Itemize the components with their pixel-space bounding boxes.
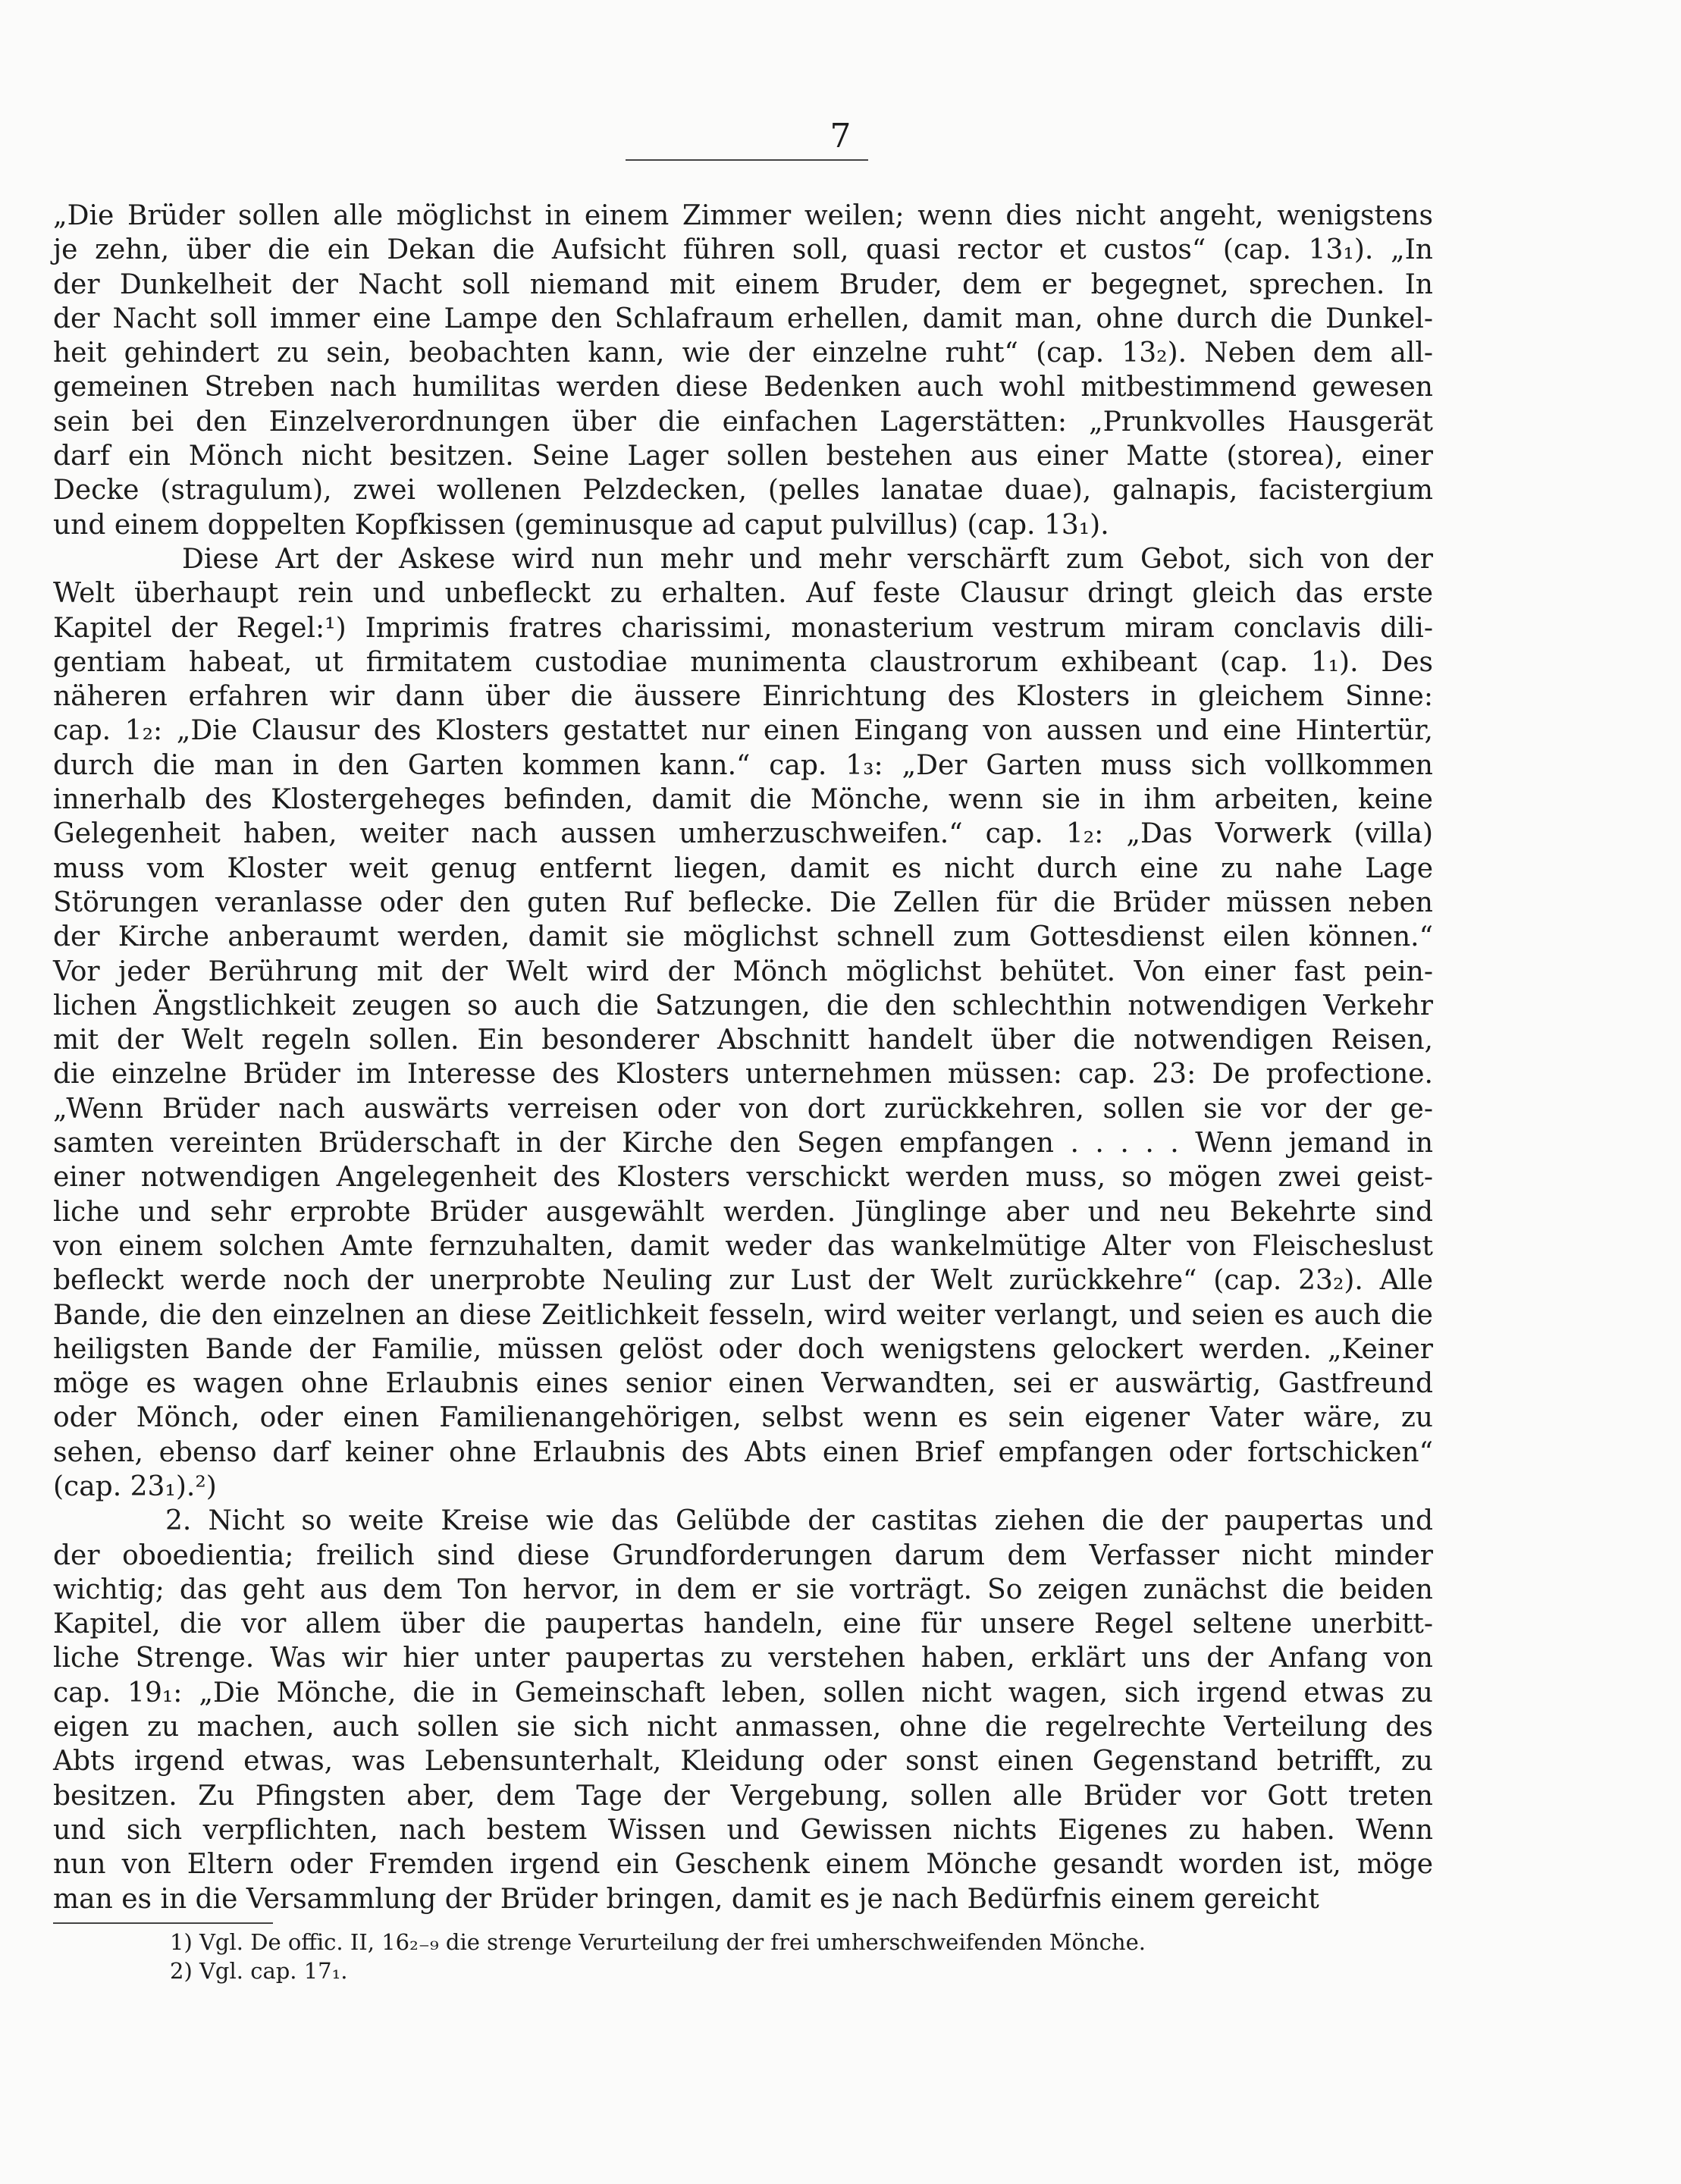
footnote: 2) Vgl. cap. 17₁. [170,1958,348,1984]
text-line: die einzelne Brüder im Interesse des Klosters unternehmen müssen: cap. 23: De profectione. [53,1059,1433,1090]
text-line: Abts irgend etwas, was Lebensunterhalt, Kleidung oder sonst einen Gegenstand betrifft, zu [53,1746,1433,1778]
text-line: (cap. 23₁).²) [53,1470,217,1502]
text-line: sein bei den Einzelverordnungen über die einfachen Lagerstätten: „Prunkvolles Hausgerät [53,406,1433,438]
footnotes [170,1928,1383,1985]
text-line: „Wenn Brüder nach auswärts verreisen oder von dort zurückkehren, sollen sie vor der ge- [53,1093,1433,1125]
text-line: darf ein Mönch nicht besitzen. Seine Lager sollen bestehen aus einer Matte (storea), einer [53,441,1433,472]
text-line: sehen, ebenso darf keiner ohne Erlaubnis des Abts einen Brief empfangen oder fortschicken“ [53,1436,1433,1468]
text-line: Diese Art der Askese wird nun mehr und mehr verschärft zum Gebot, sich von der [182,543,1433,575]
text-line: gemeinen Streben nach humilitas werden diese Bedenken auch wohl mitbestimmend gewesen [53,372,1433,403]
text-line: gentiam habeat, ut firmitatem custodiae munimenta claustrorum exhibeant (cap. 1₁). Des [53,646,1433,678]
text-line: möge es wagen ohne Erlaubnis eines senior einen Verwandten, sei er auswärtig, Gastfreund [53,1368,1433,1400]
text-line: Störungen veranlasse oder den guten Ruf beflecke. Die Zellen für die Brüder müssen neben [53,886,1433,918]
header-rule [626,159,868,161]
text-line: und einem doppelten Kopfkissen (geminusque ad caput pulvillus) (cap. 13₁). [53,509,1109,541]
text-line: Kapitel der Regel:¹) Imprimis fratres charissimi, monasterium vestrum miram conclavis dili- [53,612,1433,644]
footnote: 1) Vgl. De offic. II, 16₂₋₉ die strenge Verurteilung der frei umherschweifenden Mönche. [170,1929,1146,1955]
text-line: Kapitel, die vor allem über die paupertas handeln, eine für unsere Regel seltene unerbitt- [53,1608,1433,1640]
page-number: 7 [830,117,851,155]
paragraph [53,1504,1433,1916]
text-line: 2. Nicht so weite Kreise wie das Gelübde der castitas ziehen die der paupertas und [165,1505,1433,1537]
text-line: eigen zu machen, auch sollen sie sich nicht anmassen, ohne die regelrechte Verteilung des [53,1712,1433,1743]
text-line: Vor jeder Berührung mit der Welt wird der Mönch möglichst behütet. Von einer fast pein- [53,956,1433,987]
text-line: Bande, die den einzelnen an diese Zeitlichkeit fesseln, wird weiter verlangt, und seien es auch die [53,1299,1433,1331]
text-line: der Nacht soll immer eine Lampe den Schlafraum erhellen, damit man, ohne durch die Dunkel- [53,303,1433,334]
text-line: lichen Ängstlichkeit zeugen so auch die Satzungen, die den schlechthin notwendigen Verkehr [53,990,1433,1021]
text-line: besitzen. Zu Pfingsten aber, dem Tage der Vergebung, sollen alle Brüder vor Gott treten [53,1780,1433,1812]
text-line: und sich verpflichten, nach bestem Wissen und Gewissen nichts Eigenes zu haben. Wenn [53,1814,1433,1846]
text-line: Welt überhaupt rein und unbefleckt zu erhalten. Auf feste Clausur dringt gleich das erste [53,578,1433,610]
text-line: einer notwendigen Angelegenheit des Klosters verschickt werden muss, so mögen zwei geist- [53,1162,1433,1194]
text-line: wichtig; das geht aus dem Ton hervor, in dem er sie vorträgt. So zeigen zunächst die beiden [53,1574,1433,1605]
text-line: cap. 1₂: „Die Clausur des Klosters gestattet nur einen Eingang von aussen und eine Hintertür, [53,715,1433,747]
paragraph [53,199,1433,542]
text-line: je zehn, über die ein Dekan die Aufsicht führen soll, quasi rector et custos“ (cap. 13₁). „In [53,234,1433,266]
text-line: heiligsten Bande der Familie, müssen gelöst oder doch wenigstens gelockert werden. „Keiner [53,1333,1433,1365]
text-line: nun von Eltern oder Fremden irgend ein Geschenk einem Mönche gesandt worden ist, möge [53,1849,1433,1881]
text-line: liche Strenge. Was wir hier unter paupertas zu verstehen haben, erklärt uns der Anfang von [53,1643,1433,1674]
text-line: der oboedientia; freilich sind diese Grundforderungen darum dem Verfasser nicht minder [53,1539,1433,1571]
text-line: liche und sehr erprobte Brüder ausgewählt werden. Jünglinge aber und neu Bekehrte sind [53,1196,1433,1228]
text-line: durch die man in den Garten kommen kann.“ cap. 1₃: „Der Garten muss sich vollkommen [53,749,1433,781]
text-line: innerhalb des Klostergeheges befinden, damit die Mönche, wenn sie in ihm arbeiten, keine [53,784,1433,816]
footnote-rule [53,1922,273,1924]
text-line: befleckt werde noch der unerprobte Neuling zur Lust der Welt zurückkehre“ (cap. 23₂). Alle [53,1265,1433,1297]
text-line: samten vereinten Brüderschaft in der Kirche den Segen empfangen . . . . . Wenn jemand in [53,1128,1433,1159]
text-line: man es in die Versammlung der Brüder bringen, damit es je nach Bedürfnis einem gereicht [53,1883,1319,1915]
text-line: cap. 19₁: „Die Mönche, die in Gemeinschaft leben, sollen nicht wagen, sich irgend etwas zu [53,1677,1433,1709]
body-text [53,199,1433,1916]
text-line: der Dunkelheit der Nacht soll niemand mit einem Bruder, dem er begegnet, sprechen. In [53,268,1433,300]
text-line: oder Mönch, oder einen Familienangehörigen, selbst wenn es sein eigener Vater wäre, zu [53,1402,1433,1434]
text-line: „Die Brüder sollen alle möglichst in einem Zimmer weilen; wenn dies nicht angeht, wenigstens [53,200,1433,231]
text-line: Gelegenheit haben, weiter nach aussen umherzuschweifen.“ cap. 1₂: „Das Vorwerk (villa) [53,818,1433,850]
paragraph [53,542,1433,1504]
text-line: näheren erfahren wir dann über die äussere Einrichtung des Klosters in gleichem Sinne: [53,681,1433,713]
text-line: heit gehindert zu sein, beobachten kann, wie der einzelne ruht“ (cap. 13₂). Neben dem all- [53,337,1433,369]
text-line: muss vom Kloster weit genug entfernt liegen, damit es nicht durch eine zu nahe Lage [53,852,1433,884]
text-line: Decke (stragulum), zwei wollenen Pelzdecken, (pelles lanatae duae), galnapis, facistergium [53,475,1433,507]
text-line: von einem solchen Amte fernzuhalten, damit weder das wankelmütige Alter von Fleischeslust [53,1230,1433,1262]
text-line: der Kirche anberaumt werden, damit sie möglichst schnell zum Gottesdienst eilen können.“ [53,921,1433,953]
text-line: mit der Welt regeln sollen. Ein besonderer Abschnitt handelt über die notwendigen Reisen, [53,1025,1433,1056]
